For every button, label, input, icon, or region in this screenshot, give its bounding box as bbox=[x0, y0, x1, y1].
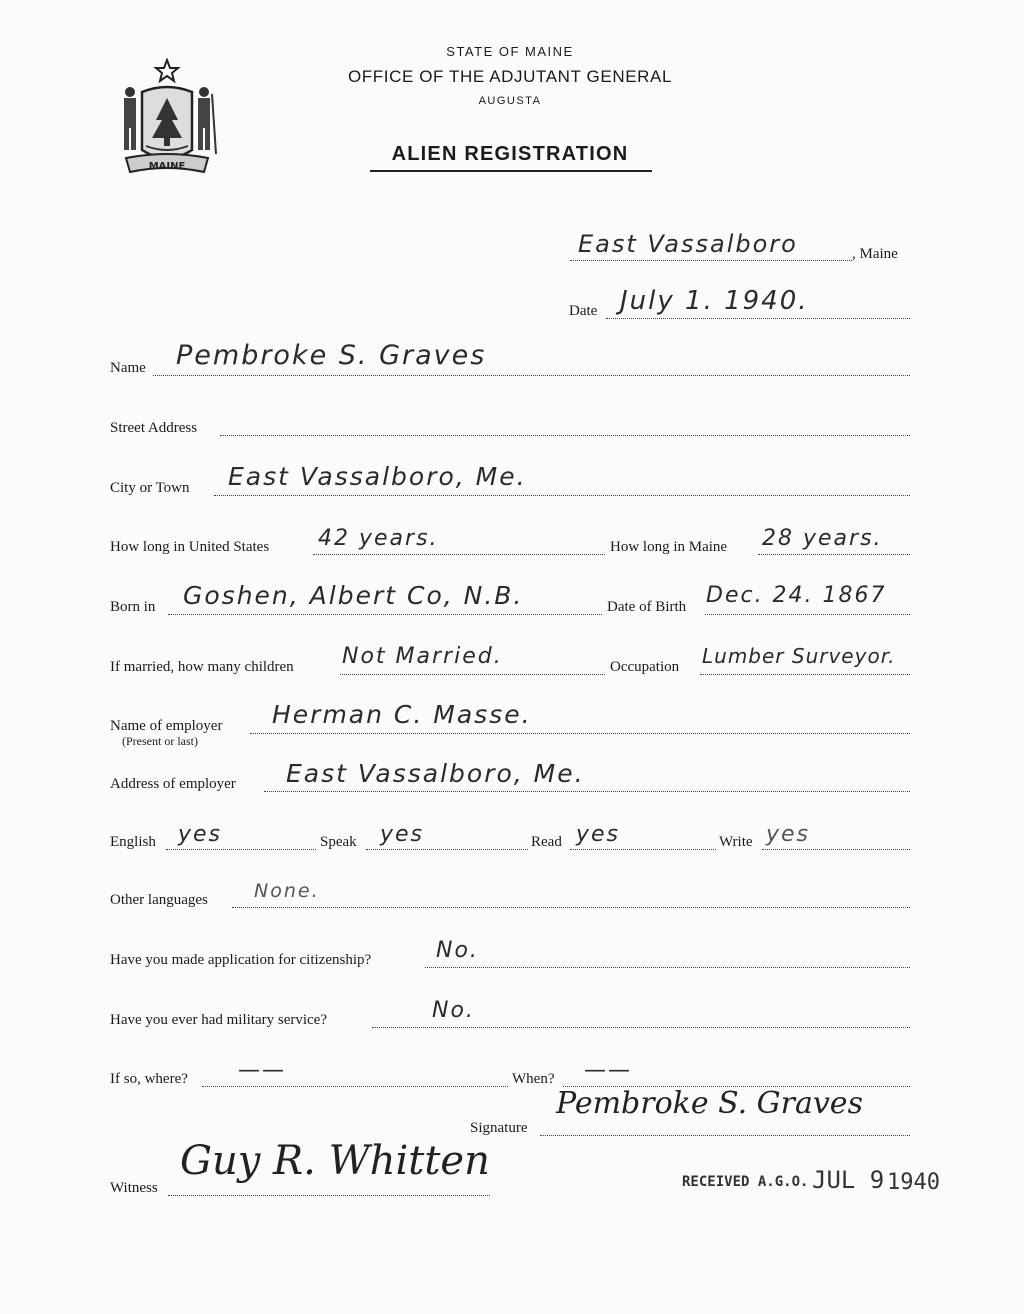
received-stamp-text: RECEIVED A.G.O. bbox=[682, 1174, 809, 1190]
header-state: STATE OF MAINE bbox=[446, 44, 574, 59]
date-of-birth-label: Date of Birth bbox=[607, 599, 687, 615]
date-line bbox=[606, 318, 910, 319]
place-suffix: , Maine bbox=[852, 246, 898, 262]
citizenship-value: No. bbox=[436, 938, 479, 963]
employer-address-value: East Vassalboro, Me. bbox=[286, 759, 585, 788]
street-address-line bbox=[220, 435, 910, 436]
state-seal-icon bbox=[112, 58, 222, 178]
how-long-maine-label: How long in Maine bbox=[610, 539, 728, 555]
english-label: English bbox=[110, 834, 156, 850]
date-value: July 1. 1940. bbox=[620, 286, 809, 316]
signature-label: Signature bbox=[470, 1120, 528, 1136]
header-city: AUGUSTA bbox=[478, 95, 542, 107]
write-label: Write bbox=[719, 834, 753, 850]
received-stamp-date: JUL 9 bbox=[812, 1166, 885, 1194]
military-line bbox=[372, 1027, 910, 1028]
born-in-line bbox=[168, 614, 602, 615]
employer-name-line bbox=[250, 733, 910, 734]
occupation-label: Occupation bbox=[610, 659, 680, 675]
other-languages-value: None. bbox=[254, 880, 320, 902]
occupation-line bbox=[700, 674, 910, 675]
speak-line bbox=[366, 849, 528, 850]
date-of-birth-value: Dec. 24. 1867 bbox=[706, 583, 887, 608]
when-value: —— bbox=[584, 1058, 632, 1083]
city-value: East Vassalboro, Me. bbox=[228, 462, 527, 491]
how-long-us-label: How long in United States bbox=[110, 539, 270, 555]
city-line bbox=[214, 495, 910, 496]
born-in-value: Goshen, Albert Co, N.B. bbox=[183, 581, 524, 610]
children-value: Not Married. bbox=[342, 644, 503, 669]
signature-value: Pembroke S. Graves bbox=[556, 1086, 863, 1121]
when-label: When? bbox=[512, 1071, 555, 1087]
signature-line bbox=[540, 1135, 910, 1136]
employer-name-value: Herman C. Masse. bbox=[272, 700, 532, 729]
speak-label: Speak bbox=[320, 834, 357, 850]
english-value: yes bbox=[178, 822, 223, 847]
title-underline bbox=[370, 170, 652, 172]
form-title: ALIEN REGISTRATION bbox=[391, 143, 629, 165]
employer-name-label: Name of employer bbox=[110, 718, 223, 734]
how-long-maine-value: 28 years. bbox=[762, 526, 883, 551]
place-value: East Vassalboro bbox=[578, 230, 798, 258]
header-office: OFFICE OF THE ADJUTANT GENERAL bbox=[347, 67, 673, 86]
other-languages-label: Other languages bbox=[110, 892, 208, 908]
write-value: yes bbox=[766, 822, 811, 847]
received-stamp-year: 1940 bbox=[887, 1170, 940, 1195]
citizenship-label: Have you made application for citizenship? bbox=[110, 952, 372, 968]
name-value: Pembroke S. Graves bbox=[176, 340, 487, 371]
if-so-where-value: —— bbox=[238, 1058, 286, 1083]
children-label: If married, how many children bbox=[110, 659, 294, 675]
name-label: Name bbox=[110, 360, 146, 376]
english-line bbox=[166, 849, 316, 850]
children-line bbox=[340, 674, 605, 675]
employer-address-line bbox=[264, 791, 910, 792]
read-line bbox=[570, 849, 716, 850]
if-so-where-line bbox=[202, 1086, 508, 1087]
employer-name-sublabel: (Present or last) bbox=[122, 734, 198, 748]
military-value: No. bbox=[432, 998, 475, 1023]
witness-line bbox=[168, 1195, 490, 1196]
citizenship-line bbox=[425, 967, 910, 968]
date-label: Date bbox=[569, 303, 598, 319]
write-line bbox=[762, 849, 910, 850]
if-so-where-label: If so, where? bbox=[110, 1071, 188, 1087]
witness-value: Guy R. Whitten bbox=[180, 1138, 490, 1184]
street-address-label: Street Address bbox=[110, 420, 198, 436]
how-long-maine-line bbox=[758, 554, 910, 555]
speak-value: yes bbox=[380, 822, 425, 847]
other-languages-line bbox=[232, 907, 910, 908]
witness-label: Witness bbox=[110, 1180, 158, 1196]
how-long-us-value: 42 years. bbox=[318, 526, 439, 551]
date-of-birth-line bbox=[705, 614, 910, 615]
seal-text: MAINE bbox=[148, 161, 186, 172]
city-label: City or Town bbox=[110, 480, 190, 496]
employer-address-label: Address of employer bbox=[110, 776, 236, 792]
how-long-us-line bbox=[313, 554, 605, 555]
name-line bbox=[153, 375, 910, 376]
read-label: Read bbox=[531, 834, 562, 850]
military-label: Have you ever had military service? bbox=[110, 1012, 327, 1028]
place-line bbox=[570, 260, 852, 261]
occupation-value: Lumber Surveyor. bbox=[702, 644, 896, 668]
born-in-label: Born in bbox=[110, 599, 156, 615]
read-value: yes bbox=[576, 822, 621, 847]
